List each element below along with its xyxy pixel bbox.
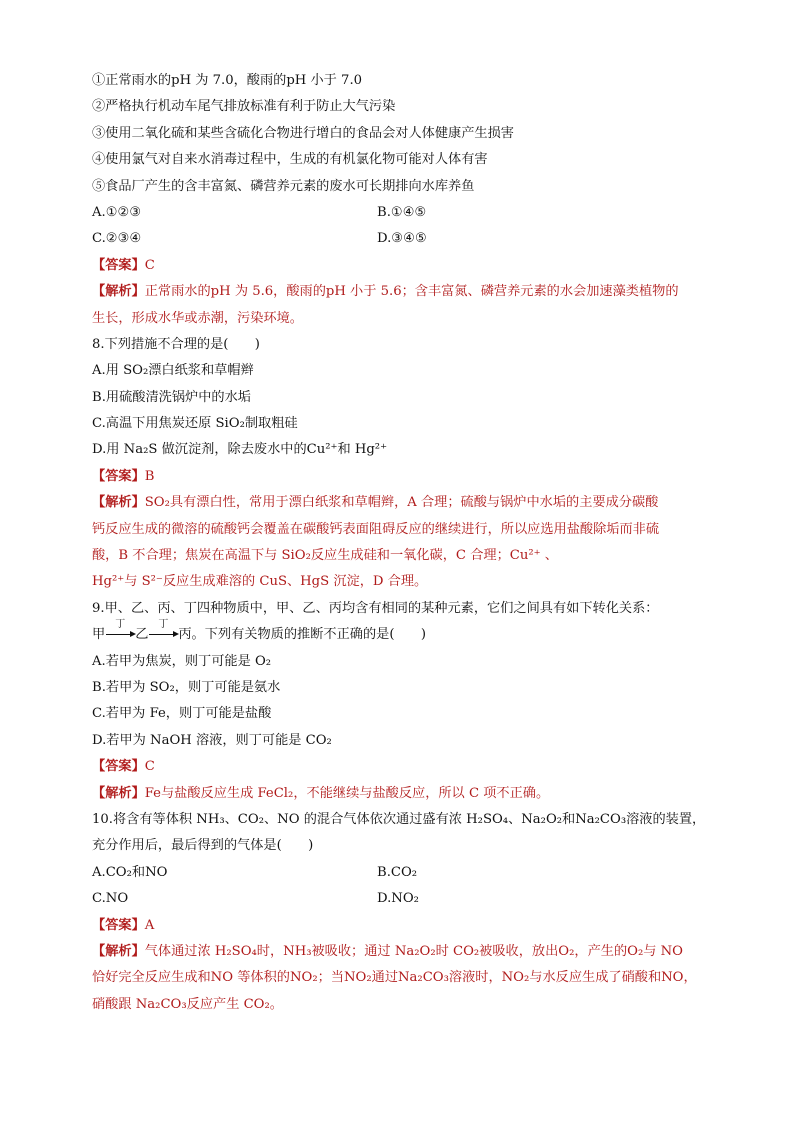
analysis-tag: 【 解析 】 [92, 786, 145, 801]
reaction-arrow-1 [105, 619, 135, 648]
q7-option-d: D.③④⑤ [377, 231, 427, 247]
q10-option-a: A.CO₂和NO [92, 864, 168, 880]
reagent-label-1: 丁 [115, 619, 126, 631]
q10-options-row-2 [92, 886, 722, 912]
q8-analysis-line-2: 钙反应生成的微溶的硫酸钙会覆盖在碳酸钙表面阻碍反应的继续进行，所以应选用盐酸除垢而非硫 [92, 521, 660, 537]
q8-analysis-line-1 [92, 490, 722, 516]
q10-option-d: D.NO₂ [377, 891, 419, 907]
q9-option-d: D.若甲为 NaOH 溶液，则丁可能是 CO₂ [92, 732, 332, 748]
q7-analysis-text-1: 正常雨水的pH 为 5.6，酸雨的pH 小于 5.6；含丰富氮、磷营养元素的水会加速藻类植物的 [144, 284, 679, 300]
analysis-tag: 【 解析 】 [92, 284, 145, 299]
q8-analysis-line-3: 酸，B 不合理；焦炭在高温下与 SiO₂反应生成硅和一氧化碳，C 合理；Cu²⁺ 、 [92, 548, 558, 564]
q8-answer [92, 464, 722, 490]
q7-option-c: C.②③④ [92, 231, 142, 247]
q9-stem: 9.甲、乙、丙、丁四种物质中，甲、乙、丙均含有相同的某种元素，它们之间具有如下转化关系： [92, 600, 659, 616]
q7-analysis-line-1 [92, 279, 722, 305]
q10-option-b: B.CO₂ [377, 864, 418, 880]
q10-analysis-text-1: 气体通过浓 H₂SO₄时，NH₃被吸收；通过 Na₂O₂时 CO₂被吸收，放出O₂，产生的O₂与 NO [144, 943, 683, 959]
q9-answer-value: C [144, 759, 155, 775]
q9-scheme-a: 甲 [92, 627, 106, 643]
q10-analysis-line-1 [92, 939, 722, 965]
q10-analysis-line-3: 硝酸跟 Na₂CO₃反应产生 CO₂。 [92, 996, 283, 1012]
q8-option-d: D.用 Na₂S 做沉淀剂，除去废水中的Cu²⁺和 Hg²⁺ [92, 442, 388, 458]
q10-stem-line-2: 充分作用后，最后得到的气体是( ) [92, 838, 314, 854]
q7-option-a: A.①②③ [92, 204, 142, 220]
analysis-tag: 【 解析 】 [92, 495, 145, 510]
q10-answer [92, 913, 722, 939]
q7-options-row-1 [92, 200, 722, 226]
statement-5: ⑤食品厂产生的含丰富氮、磷营养元素的废水可长期排向水库养鱼 [92, 178, 475, 194]
statement-1: ①正常雨水的pH 为 7.0，酸雨的pH 小于 7.0 [92, 73, 363, 88]
answer-tag: 【 答案 】 [92, 469, 145, 484]
q8-option-b: B.用硫酸清洗锅炉中的水垢 [92, 389, 251, 405]
document-page [92, 68, 722, 1018]
statement-2: ②严格执行机动车尾气排放标准有利于防止大气污染 [92, 99, 396, 115]
reaction-arrow-2 [148, 619, 178, 648]
q8-option-a: A.用 SO₂漂白纸浆和草帽辫 [92, 363, 254, 379]
q9-option-b: B.若甲为 SO₂，则丁可能是氨水 [92, 679, 281, 695]
answer-tag: 【 答案 】 [92, 759, 145, 774]
q9-scheme-c: 丙。下列有关物质的推断不正确的是( ) [178, 627, 427, 643]
statement-3: ③使用二氧化硫和某些含硫化合物进行增白的食品会对人体健康产生损害 [92, 125, 514, 141]
q10-answer-value: A [144, 917, 155, 933]
q9-analysis-line-1 [92, 781, 722, 807]
q7-options-row-2 [92, 226, 722, 252]
q8-option-c: C.高温下用焦炭还原 SiO₂制取粗硅 [92, 416, 298, 432]
q7-analysis-line-2: 生长，形成水华或赤潮，污染环境。 [92, 310, 303, 326]
answer-tag: 【 答案 】 [92, 258, 145, 273]
q10-analysis-line-2: 恰好完全反应生成和NO 等体积的NO₂；当NO₂通过Na₂CO₃溶液时，NO₂与水反应生成了硝酸和NO， [92, 970, 697, 986]
q9-scheme [92, 619, 722, 648]
q7-answer [92, 253, 722, 279]
statement-4: ④使用氯气对自来水消毒过程中，生成的有机氯化物可能对人体有害 [92, 152, 488, 168]
q10-options-row-1 [92, 860, 722, 886]
q9-option-a: A.若甲为焦炭，则丁可能是 O₂ [92, 653, 272, 669]
q9-scheme-b: 乙 [135, 627, 149, 643]
q7-answer-value: C [144, 257, 155, 273]
q10-option-c: C.NO [92, 891, 129, 907]
analysis-tag: 【 解析 】 [92, 944, 145, 959]
q9-analysis-text-1: Fe与盐酸反应生成 FeCl₂，不能继续与盐酸反应，所以 C 项不正确。 [144, 785, 550, 801]
q8-stem: 8.下列措施不合理的是( ) [92, 336, 260, 352]
q8-answer-value: B [144, 468, 155, 484]
reagent-label-2: 丁 [158, 619, 169, 631]
q9-option-c: C.若甲为 Fe，则丁可能是盐酸 [92, 706, 272, 722]
q9-answer [92, 754, 722, 780]
q7-option-b: B.①④⑤ [377, 204, 427, 220]
q8-analysis-text-1: SO₂具有漂白性，常用于漂白纸浆和草帽辫，A 合理；硫酸与锅炉中水垢的主要成分碳酸 [144, 495, 659, 511]
q10-stem-line-1: 10.将含有等体积 NH₃、CO₂、NO 的混合气体依次通过盛有浓 H₂SO₄、Na₂O₂和Na₂CO₃溶液的装置， [92, 811, 706, 827]
q8-analysis-line-4: Hg²⁺与 S²⁻反应生成难溶的 CuS、HgS 沉淀，D 合理。 [92, 574, 428, 590]
answer-tag: 【 答案 】 [92, 918, 145, 933]
